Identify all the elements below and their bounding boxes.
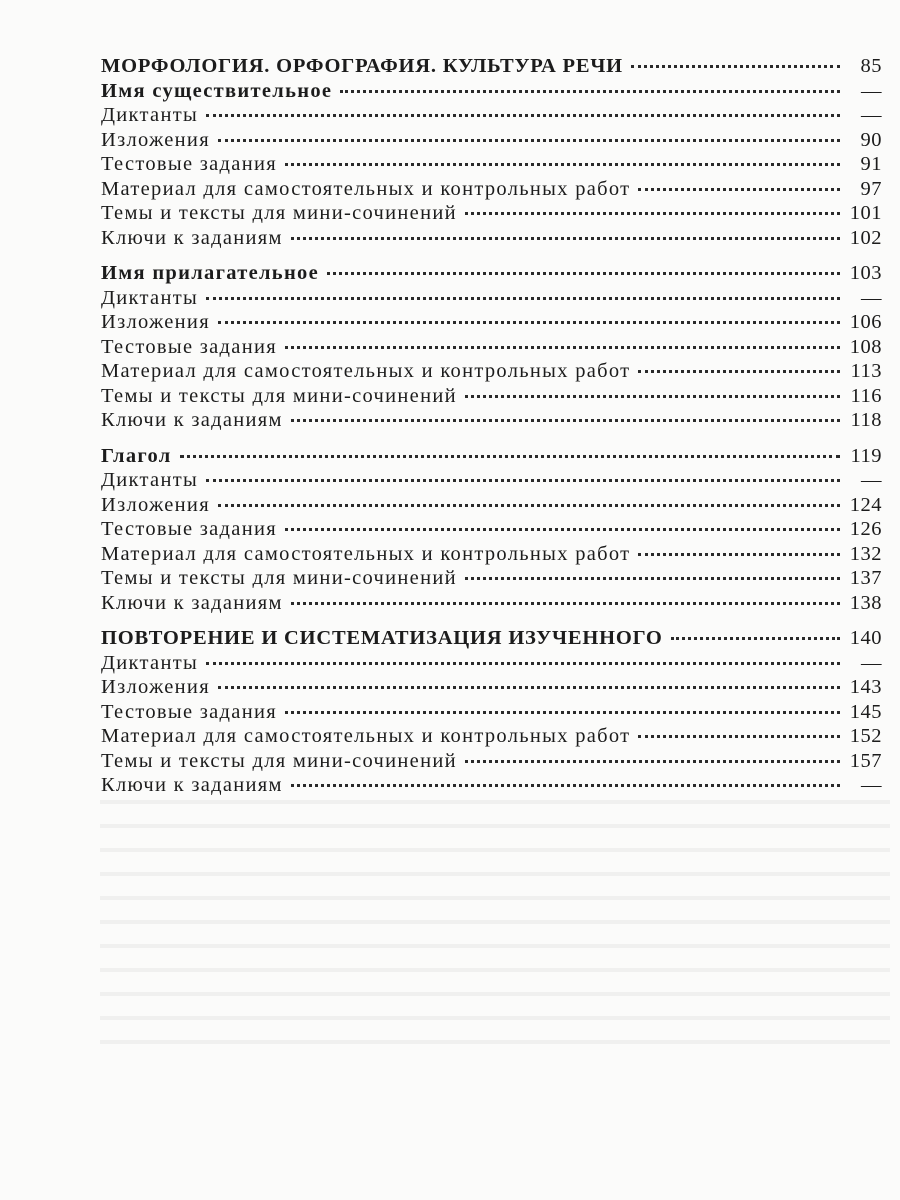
toc-page-number: 113 <box>850 360 882 382</box>
toc-page-number: 85 <box>860 55 882 77</box>
dot-leader <box>218 320 840 324</box>
toc-section-morphology <box>101 54 882 250</box>
toc-entry-label: Материал для самостоятельных и контрольных работ <box>101 725 631 747</box>
dot-leader <box>291 236 840 240</box>
toc-entry-label: Материал для самостоятельных и контрольных работ <box>101 542 631 565</box>
toc-entry-label: Ключи к заданиям <box>101 226 283 249</box>
toc-page-number: 145 <box>849 700 882 723</box>
toc-heading[interactable] <box>101 626 882 651</box>
toc-page-number: 102 <box>849 226 882 249</box>
toc-entry[interactable] <box>101 408 882 433</box>
dot-leader <box>638 734 840 738</box>
toc-entry[interactable] <box>101 310 882 335</box>
toc-entry-label: Диктанты <box>101 286 199 309</box>
toc-entry-label: Ключи к заданиям <box>101 409 283 431</box>
toc-heading-label: МОРФОЛОГИЯ. ОРФОГРАФИЯ. КУЛЬТУРА РЕЧИ <box>101 55 623 77</box>
toc-page-number: 132 <box>849 542 882 565</box>
toc-page-number: 140 <box>849 627 882 649</box>
toc-entry[interactable] <box>101 335 882 360</box>
dot-leader <box>340 89 840 93</box>
toc-entry[interactable] <box>101 152 882 177</box>
dot-leader <box>285 162 840 166</box>
toc-entry-label: Материал для самостоятельных и контрольных работ <box>101 360 631 382</box>
toc-page-number: 119 <box>850 444 882 467</box>
toc-page-number: — <box>861 774 882 796</box>
toc-entry-label: Диктанты <box>101 651 199 674</box>
toc-entry[interactable] <box>101 542 882 567</box>
toc-entry[interactable] <box>101 201 882 226</box>
dot-leader <box>218 685 840 689</box>
toc-page-number: 103 <box>849 262 882 284</box>
toc-entry[interactable] <box>101 177 882 202</box>
toc-entry-label: Темы и тексты для мини-сочинений <box>101 567 457 589</box>
toc-page-number: 138 <box>849 591 882 614</box>
toc-entry[interactable] <box>101 675 882 700</box>
toc-page-number: 152 <box>849 725 882 747</box>
toc-entry[interactable] <box>101 286 882 311</box>
toc-page-number: 157 <box>849 749 882 772</box>
toc-entry-label: Изложения <box>101 676 210 698</box>
toc-heading-label: Глагол <box>101 444 172 467</box>
dot-leader <box>285 527 840 531</box>
toc-entry-label: Темы и тексты для мини-сочинений <box>101 384 457 407</box>
toc-section-review <box>101 626 882 798</box>
toc-page-number: 106 <box>849 311 882 333</box>
toc-entry[interactable] <box>101 103 882 128</box>
toc-page-number: 97 <box>860 177 882 200</box>
toc-page-number: — <box>861 286 882 309</box>
dot-leader <box>206 113 840 117</box>
toc-page-number: 108 <box>849 335 882 358</box>
toc-entry-label: Изложения <box>101 311 210 333</box>
toc-entry-label: Ключи к заданиям <box>101 774 283 796</box>
toc-page-number: 137 <box>849 567 882 589</box>
toc-entry[interactable] <box>101 128 882 153</box>
toc-page-number: — <box>861 79 882 102</box>
toc-subheading-label: Имя существительное <box>101 79 333 102</box>
toc-page-number: — <box>861 104 882 126</box>
toc-entry-label: Ключи к заданиям <box>101 591 283 614</box>
dot-leader <box>465 211 840 215</box>
toc-entry[interactable] <box>101 384 882 409</box>
dot-leader <box>291 418 840 422</box>
toc-entry-label: Изложения <box>101 128 210 151</box>
dot-leader <box>291 601 840 605</box>
toc-page-number: 143 <box>849 676 882 698</box>
toc-entry[interactable] <box>101 468 882 493</box>
toc-page-number: 90 <box>860 128 882 151</box>
toc-entry-label: Диктанты <box>101 469 199 491</box>
dot-leader <box>206 478 840 482</box>
toc-page-number: — <box>861 651 882 674</box>
toc-heading-label: Имя прилагательное <box>101 262 319 284</box>
toc-entry[interactable] <box>101 651 882 676</box>
toc-section-verb <box>101 444 882 616</box>
dot-leader <box>327 271 840 275</box>
toc-heading[interactable] <box>101 444 882 469</box>
toc-entry[interactable] <box>101 749 882 774</box>
toc-entry-label: Тестовые задания <box>101 335 277 358</box>
toc-entry[interactable] <box>101 226 882 251</box>
toc-entry[interactable] <box>101 493 882 518</box>
toc-heading[interactable] <box>101 261 882 286</box>
toc-entry-label: Темы и тексты для мини-сочинений <box>101 202 457 224</box>
toc-entry[interactable] <box>101 359 882 384</box>
toc-page-number: 101 <box>849 202 882 224</box>
toc-entry-label: Диктанты <box>101 104 199 126</box>
dot-leader <box>465 394 840 398</box>
toc-page-number: — <box>861 469 882 491</box>
toc-entry[interactable] <box>101 591 882 616</box>
toc-heading[interactable] <box>101 54 882 79</box>
toc-entry-label: Тестовые задания <box>101 700 277 723</box>
toc-entry-label: Изложения <box>101 493 210 516</box>
toc-entry-label: Тестовые задания <box>101 518 277 540</box>
dot-leader <box>206 661 840 665</box>
dot-leader <box>671 636 840 640</box>
dot-leader <box>218 503 840 507</box>
toc-entry[interactable] <box>101 566 882 591</box>
toc-entry[interactable] <box>101 724 882 749</box>
show-through-texture <box>100 780 890 1100</box>
toc-heading-label: ПОВТОРЕНИЕ И СИСТЕМАТИЗАЦИЯ ИЗУЧЕННОГО <box>101 627 663 649</box>
toc-subheading[interactable] <box>101 79 882 104</box>
dot-leader <box>465 759 840 763</box>
toc-entry[interactable] <box>101 517 882 542</box>
toc-page-number: 118 <box>850 409 882 431</box>
dot-leader <box>638 369 840 373</box>
toc-entry-label: Тестовые задания <box>101 153 277 175</box>
toc-section-adjective <box>101 261 882 433</box>
toc-entry-label: Темы и тексты для мини-сочинений <box>101 749 457 772</box>
toc-entry-label: Материал для самостоятельных и контрольных работ <box>101 177 631 200</box>
dot-leader <box>285 710 840 714</box>
dot-leader <box>285 345 840 349</box>
dot-leader <box>638 552 840 556</box>
dot-leader <box>465 576 840 580</box>
dot-leader <box>206 296 840 300</box>
toc-entry[interactable] <box>101 700 882 725</box>
toc-page-number: 91 <box>860 153 882 175</box>
toc-page-number: 126 <box>849 518 882 540</box>
dot-leader <box>180 454 840 458</box>
toc-page-number: 124 <box>849 493 882 516</box>
dot-leader <box>631 64 840 68</box>
toc-page-number: 116 <box>850 384 882 407</box>
dot-leader <box>218 138 840 142</box>
dot-leader <box>638 187 840 191</box>
table-of-contents <box>101 54 882 809</box>
